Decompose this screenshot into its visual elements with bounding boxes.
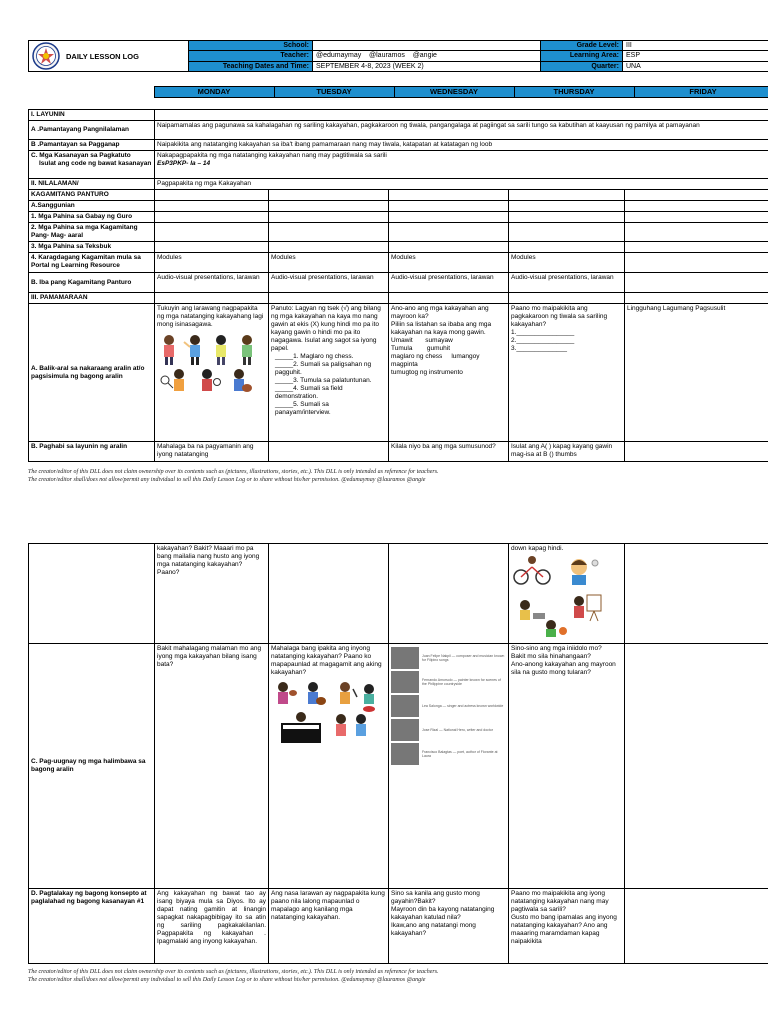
balik-aral-tue-line-2: _____2. Sumali sa paligsahan ng pagguhit.	[275, 361, 372, 376]
child-dancing-icon	[184, 335, 200, 365]
balik-aral-tue-line-5: _____5. Sumali sa panayam/interview.	[275, 401, 331, 416]
portrait-image-icon	[391, 671, 419, 693]
karagdagang-mon: Modules	[155, 253, 269, 273]
paghabi-mon: Mahalaga ba na pagyamanin ang iyong natatanging	[155, 442, 269, 462]
idol-caption: Juan Felipe Nakpil — composer and musician known for Filipino songs	[422, 653, 505, 662]
kasanayan-label-2: Isulat ang code ng bawat kasanayan	[39, 160, 152, 167]
balik-aral-wed-line-2: Umawit sumayaw	[391, 337, 453, 344]
paghabi-thu-cont-text: down kapag hindi.	[511, 545, 564, 552]
teaching-dates-value: SEPTEMBER 4-8, 2023 (WEEK 2)	[313, 61, 541, 71]
pagtalakay-wed: Sino sa kanila ang gusto mong gayahin?Bakit? Mayroon din ba kayong natatanging kakayahan katulad nila? Ikaw,ano ang natatangi mong kakayahan?	[389, 889, 509, 964]
balik-aral-wed-line-6: tumugtog ng instrumento	[391, 369, 463, 376]
child-dancing-pair-icon	[336, 714, 366, 736]
day-monday: MONDAY	[154, 87, 274, 98]
idol-item	[391, 671, 506, 693]
row-label-paghabi: B. Paghabi sa layunin ng aralin	[29, 442, 155, 462]
pag-uugnay-wed	[389, 644, 509, 889]
school-label: School:	[189, 41, 313, 51]
idol-item	[391, 719, 506, 741]
footer-line-1: The creator/editor of this DLL does not claim ownership over its contents such as (pictures, illustrations, stories, etc.). This DLL is only intended as reference for teachers.	[28, 469, 439, 475]
quarter-label: Quarter:	[541, 61, 623, 71]
grade-level-label: Grade Level:	[541, 41, 623, 51]
balik-aral-wed-line-4: maglaro ng chess lumangoy	[391, 353, 480, 360]
footer-line-1: The creator/editor of this DLL does not claim ownership over its contents such as (pictures, illustrations, stories, etc.). This DLL is only intended as reference for teachers.	[28, 969, 439, 975]
balik-aral-thu-line-3: 3.______________	[511, 345, 568, 352]
balik-aral-fri: Lingguhang Lagumang Pagsusulit	[625, 304, 768, 442]
child-singing-icon	[164, 335, 174, 365]
learning-area-label: Learning Area:	[541, 51, 623, 61]
portrait-image-icon	[391, 647, 419, 669]
row-label-teksbuk: 3. Mga Pahina sa Teksbuk	[29, 242, 155, 253]
page-1	[28, 40, 768, 72]
document-title: DAILY LESSON LOG	[66, 51, 139, 61]
kasanayan-cell	[155, 151, 768, 179]
section-nilalaman: II. NILALAMAN/	[29, 179, 155, 190]
footer-line-2: The creator/editor shall/does not allow/permit any individual to sell this Daily Lesson Log or to share without his/her permission. @edumaymay @lauramos @angie	[28, 476, 426, 483]
child-badminton-icon	[161, 369, 184, 391]
idol-caption: Lea Salonga — singer and actress known worldwide	[422, 703, 504, 708]
balik-aral-thu-line-0: Paano mo maipakikita ang pagkakaroon ng tiwala sa sariling kakayahan?	[511, 305, 608, 328]
pagtalakay-thu: Paano mo maipakikita ang iyong natatanging kakayahan nang may pagtiwala sa sarili? Gusto mo bang ipamalas ang inyong natatanging kakayahan? Ano ang maaaring maramdaman kapag naipakikita	[509, 889, 625, 964]
iba-pang-thu: Audio-visual presentations, larawan	[509, 273, 625, 293]
kasanayan-code: EsP3PKP- Ia – 14	[157, 160, 211, 167]
child-reading-icon	[216, 335, 226, 365]
karagdagang-tue: Modules	[269, 253, 389, 273]
child-tennis-icon	[202, 369, 221, 391]
child-guitar-icon	[308, 682, 326, 705]
day-thursday: THURSDAY	[514, 87, 634, 98]
nilalaman-text: Pagpapakita ng mga Kakayahan	[155, 179, 768, 190]
balik-aral-thu	[509, 304, 625, 442]
balik-aral-tue-line-0: Panuto: Lagyan ng tsek (√) ang bilang ng mga kakayahan na kaya mo nang gawin at ekis (X) kung hindi mo pa ito kayang gawin o hindi mo pa ito nagagawa. Isulat ang sagot sa iyong papel.	[271, 305, 381, 352]
section-kagamitan: KAGAMITANG PANTURO	[29, 190, 155, 201]
row-label-balik-aral: A. Balik-aral sa nakaraang aralin at/o pagsisimula ng bagong aralin	[29, 304, 155, 442]
pag-uugnay-tue-text: Mahalaga bang ipakita ang inyong natatanging kakayahan? Paano ko mapapaunlad at magagamit ang aking kakayahan?	[271, 645, 382, 676]
child-painting-easel-icon	[574, 595, 601, 621]
pagtalakay-tue: Ang nasa larawan ay nagpapakita kung paano nila lalong mapaunlad o mapalago ang kanilang mga natatanging kakayahan.	[269, 889, 389, 964]
child-singing-mic-icon	[340, 682, 357, 704]
idol-item	[391, 647, 506, 669]
day-tuesday: TUESDAY	[274, 87, 394, 98]
idol-caption: Jose Rizal — National Hero, writer and doctor	[422, 727, 494, 732]
pamantayang-pangnilalaman-text: Naipamamalas ang pagunawa sa kahalagahan ng sariling kakayahan, pagkakaroon ng tiwala, pangangalaga at pagiingat sa sarili tungo sa kabutihan at kaayusan ng pamilya at pamayanan	[155, 121, 768, 140]
balik-aral-wed-line-3: Tumula gumuhit	[391, 345, 451, 352]
pag-uugnay-mon: Bakit mahalagang malaman mo ang iyong mga kakayahan bilang isang bata?	[155, 644, 269, 889]
pag-uugnay-thu: Sino-sino ang mga iniidolo mo? Bakit mo sila hinahangaan? Ano-anong kakayahan ang mayroon sila na gusto mong tularan?	[509, 644, 625, 889]
portrait-image-icon	[391, 695, 419, 717]
balik-aral-tue	[269, 304, 389, 442]
talents-practice-illustration	[271, 679, 381, 751]
paghabi-thu-cont	[509, 544, 625, 644]
idol-item	[391, 695, 506, 717]
pagtalakay-mon: Ang kakayahan ng bawat tao ay isang biyaya mula sa Diyos. Ito ay dapat nating gamitin at linangin sapagkat nakapagbibigay ito sa atin ng sariling pagkakakilanlan. Pagpapakita ng kakayahan . Ipagmalaki ang inyong kakayahan.	[155, 889, 269, 964]
child-playing-ball-icon	[546, 620, 567, 637]
row-label-pagtalakay: D. Pagtalakay ng bagong konsepto at paglalahad ng bagong kasanayan #1	[29, 889, 155, 964]
balik-aral-tue-line-1: _____1. Maglaro ng chess.	[275, 353, 354, 360]
row-label-sanggunian: A.Sanggunian	[29, 201, 155, 212]
lesson-table-1	[28, 109, 768, 462]
row-label-karagdagang: 4. Karagdagang Kagamitan mula sa Portal ng Learning Resource	[29, 253, 155, 273]
child-painting-icon	[242, 335, 252, 365]
header-title-cell	[29, 41, 189, 72]
school-value	[313, 41, 541, 51]
row-label-pamantayan-pagganap: B .Pamantayan sa Pagganap	[29, 140, 155, 151]
balik-aral-thu-line-2: 2.________________	[511, 337, 575, 344]
iba-pang-mon: Audio-visual presentations, larawan	[155, 273, 269, 293]
grade-level-value: III	[623, 41, 768, 51]
row-label-kasanayan	[29, 151, 155, 179]
portrait-image-icon	[391, 743, 419, 765]
activities-illustration	[511, 555, 619, 637]
balik-aral-wed-line-1: Piliin sa listahan sa ibaba ang mga kakayahan na kaya mong gawin.	[391, 321, 492, 336]
child-drum-icon	[363, 684, 375, 712]
balik-aral-wed	[389, 304, 509, 442]
paghabi-thu: Isulat ang A( ) kapag kayang gawin mag-isa at B () thumbs	[509, 442, 625, 462]
idol-caption: Francisco Balagtas — poet, author of Florante at Laura	[422, 749, 498, 758]
karagdagang-wed: Modules	[389, 253, 509, 273]
kasanayan-text: Nakapagpapakita ng mga natatanging kakayahan nang may pagtitiwala sa sarili	[157, 152, 387, 159]
section-layunin: I. LAYUNIN	[29, 110, 155, 121]
day-header-blank	[28, 87, 154, 98]
row-label-kagamitang-pang-mag-aaral: 2. Mga Pahina sa mga Kagamitang Pang- Mag- aaral	[29, 223, 155, 242]
teaching-dates-label: Teaching Dates and Time:	[189, 61, 313, 71]
balik-aral-mon-text: Tukuyin ang larawang nagpapakita ng mga natatanging kakayahang lagi mong isinasagawa.	[157, 305, 264, 328]
teacher-label: Teacher:	[189, 51, 313, 61]
row-label-gabay: 1. Mga Pahina sa Gabay ng Guro	[29, 212, 155, 223]
iba-pang-tue: Audio-visual presentations, larawan	[269, 273, 389, 293]
children-talents-illustration	[157, 332, 261, 400]
balik-aral-tue-line-3: _____3. Tumula sa palatuntunan.	[275, 377, 372, 384]
footer-line-2: The creator/editor shall/does not allow/permit any individual to sell this Daily Lesson Log or to share without his/her permission. @edumaymay @lauramos @angie	[28, 976, 426, 983]
balik-aral-thu-line-1: 1.________________	[511, 329, 575, 336]
child-playing-guitar-icon	[234, 369, 252, 392]
section-pamamaraan: III. PAMAMARAAN	[29, 293, 155, 304]
idol-item	[391, 743, 506, 765]
pag-uugnay-tue	[269, 644, 389, 889]
day-header-row	[28, 86, 768, 98]
header-table	[28, 40, 768, 72]
day-wednesday: WEDNESDAY	[394, 87, 514, 98]
paghabi-mon-cont: kakayahan? Bakit? Maaari mo pa bang mailalia nang husto ang iyong mga natatanging kakayahan? Paano?	[155, 544, 269, 644]
quarter-value: UNA	[623, 61, 768, 71]
layunin-blank	[155, 110, 768, 121]
balik-aral-wed-line-0: Ano-ano ang mga kakayahan ang mayroon ka?	[391, 305, 489, 320]
child-thinking-icon	[571, 559, 598, 585]
lesson-table-2	[28, 543, 768, 964]
iba-pang-wed: Audio-visual presentations, larawan	[389, 273, 509, 293]
child-piano-icon	[281, 712, 321, 743]
child-biking-icon	[514, 556, 550, 584]
teacher-value: @edumaymay @lauramos @angie	[313, 51, 541, 61]
karagdagang-thu: Modules	[509, 253, 625, 273]
learning-area-value: ESP	[623, 51, 768, 61]
idol-caption: Fernando Amorsolo — painter known for scenes of the Philippine countryside	[422, 677, 501, 686]
row-label-pag-uugnay: C. Pag-uugnay ng mga halimbawa sa bagong aralin	[29, 644, 155, 889]
child-cooking-icon	[520, 600, 545, 620]
row-label-pamantayang-pangnilalaman: A .Pamantayang Pangnilalaman	[29, 121, 155, 140]
balik-aral-mon	[155, 304, 269, 442]
paghabi-wed: Kilala niyo ba ang mga sumusunod?	[389, 442, 509, 462]
footer-page-1	[28, 469, 768, 484]
day-friday: FRIDAY	[634, 87, 768, 98]
balik-aral-tue-line-4: _____4. Sumali sa field demonstration.	[275, 385, 343, 400]
kasanayan-label-1: C. Mga Kasanayan sa Pagkatuto	[31, 152, 131, 159]
portrait-image-icon	[391, 719, 419, 741]
deped-seal-icon	[32, 42, 60, 70]
pamantayan-pagganap-text: Naipakikita ang natatanging kakayahan sa iba't ibang pamamaraan nang may tiwala, katapatan at katatagan ng loob	[155, 140, 768, 151]
child-violin-icon	[278, 682, 297, 704]
footer-page-2	[28, 969, 768, 984]
row-label-iba-pang: B. Iba pang Kagamitang Panturo	[29, 273, 155, 293]
balik-aral-wed-line-5: magpinta	[391, 361, 418, 368]
